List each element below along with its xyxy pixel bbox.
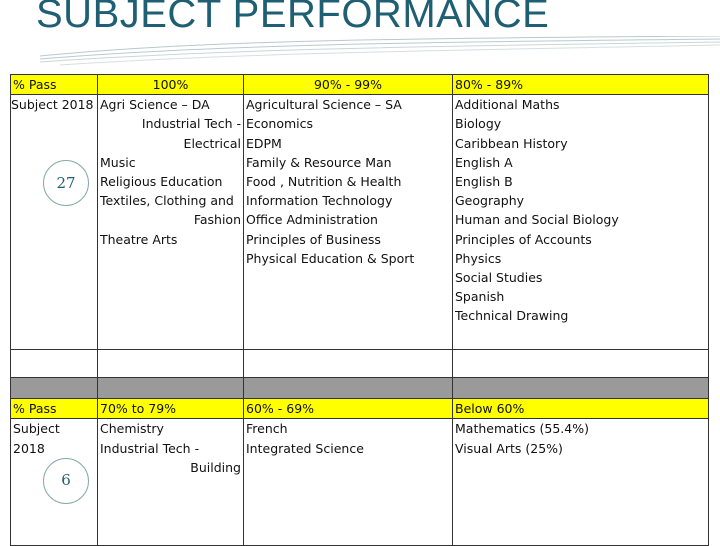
pass-header: % Pass xyxy=(11,75,98,95)
list-item: Industrial Tech - xyxy=(141,116,241,132)
blank-row xyxy=(11,350,709,378)
header-row-bottom xyxy=(11,399,709,419)
row-label: Subject 2018 xyxy=(11,97,94,113)
header-60-69: 60% - 69% xyxy=(244,399,453,419)
separator-row xyxy=(11,378,709,399)
title-swoosh-decoration xyxy=(0,36,720,70)
list-item: Textiles, Clothing and xyxy=(100,193,234,209)
list-item: Physical Education & Sport xyxy=(246,250,415,266)
list-item: Human and Social Biology xyxy=(455,212,619,228)
list-item: Economics xyxy=(246,116,314,132)
list-item: Fashion xyxy=(193,212,241,228)
list-item: English A xyxy=(455,154,513,170)
list-item: Visual Arts (25%) xyxy=(455,440,563,456)
list-item: Principles of Business xyxy=(246,231,381,247)
subjects-100-list xyxy=(98,95,244,350)
subject-count-badge: 27 xyxy=(43,160,89,206)
subject-count-badge: 6 xyxy=(43,458,89,504)
header-70-79: 70% to 79% xyxy=(98,399,244,419)
subjects-row-top xyxy=(11,95,709,350)
list-item: French xyxy=(246,421,288,437)
list-item: Theatre Arts xyxy=(100,231,178,247)
list-item: Agricultural Science – SA xyxy=(246,97,402,113)
list-item: Social Studies xyxy=(455,270,543,286)
list-item: Industrial Tech - xyxy=(100,440,200,456)
header-90-99: 90% - 99% xyxy=(244,75,453,95)
list-item: Biology xyxy=(455,116,502,132)
list-item: Religious Education xyxy=(100,174,223,190)
list-item: Mathematics (55.4%) xyxy=(455,421,589,437)
subjects-90-99-list xyxy=(244,95,453,350)
list-item: Principles of Accounts xyxy=(455,231,592,247)
list-item: Food , Nutrition & Health xyxy=(246,174,402,190)
performance-table xyxy=(10,74,709,546)
list-item: Geography xyxy=(455,193,525,209)
subjects-row-bottom xyxy=(11,419,709,546)
list-item: Chemistry xyxy=(100,421,164,437)
list-item: Agri Science – DA xyxy=(100,97,210,113)
list-item: Building xyxy=(190,459,241,475)
list-item: Office Administration xyxy=(246,212,378,228)
list-item: English B xyxy=(455,174,513,190)
list-item: Spanish xyxy=(455,289,505,305)
list-item: Integrated Science xyxy=(246,440,364,456)
list-item: Information Technology xyxy=(246,193,393,209)
row-label: Subject xyxy=(13,421,60,437)
header-row-top xyxy=(11,75,709,95)
list-item: Additional Maths xyxy=(455,97,560,113)
list-item: Electrical xyxy=(183,135,241,151)
subjects-80-89-list xyxy=(453,95,709,350)
list-item: Technical Drawing xyxy=(455,308,569,324)
page-title: SUBJECT PERFORMANCE xyxy=(36,0,550,36)
subjects-below-60-list xyxy=(453,419,709,546)
header-below-60: Below 60% xyxy=(453,399,709,419)
list-item: Music xyxy=(100,154,136,170)
header-80-89: 80% - 89% xyxy=(453,75,709,95)
list-item: Family & Resource Man xyxy=(246,154,392,170)
list-item: Physics xyxy=(455,250,502,266)
subjects-60-69-list xyxy=(244,419,453,546)
list-item: EDPM xyxy=(246,135,282,151)
row-label-cell xyxy=(11,419,98,546)
pass-header: % Pass xyxy=(11,399,98,419)
row-label: 2018 xyxy=(13,440,45,456)
subjects-70-79-list xyxy=(98,419,244,546)
header-100: 100% xyxy=(98,75,244,95)
row-label-cell xyxy=(11,95,98,350)
list-item: Caribbean History xyxy=(455,135,568,151)
